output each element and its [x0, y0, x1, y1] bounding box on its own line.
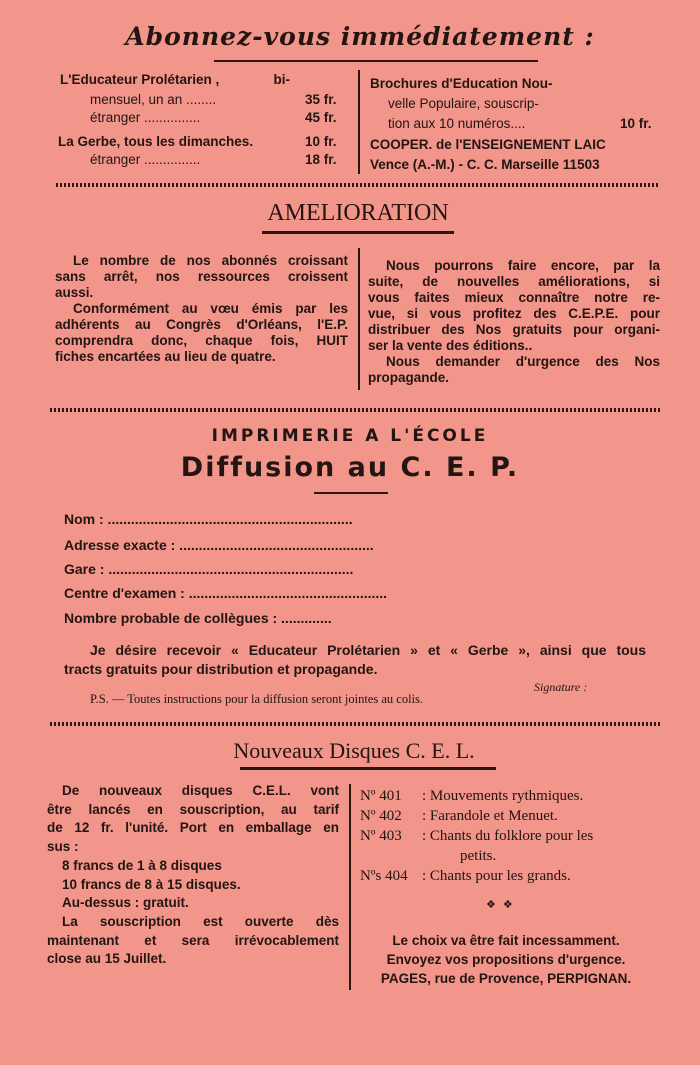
disques-heading: Nouveaux Disques C. E. L.: [233, 738, 475, 763]
amelioration-column-divider: [358, 248, 360, 390]
amelioration-underline: [262, 231, 454, 234]
signature-label: Signature :: [534, 680, 588, 694]
field-nombre-collegues[interactable]: Nombre probable de collègues : .............: [64, 610, 332, 626]
subs-left-price-4: 10 fr.: [305, 134, 337, 149]
disques-left-text: De nouveaux disques C.E.L. vont être lancés en souscription, au tarif de 12 fr. l'unité. Port en emballage en sus : 8 francs de 1 à 8 disques 10 francs de 8 à 15 disques. Au-dessus : gratuit. La souscription est ouverte dès maintenant et sera irrévocablement close au 15 Juillet.: [47, 783, 339, 967]
subs-left-line-4: La Gerbe, tous les dimanches.: [58, 134, 254, 149]
ps-note: P.S. — Toutes instructions pour la diffusion seront jointes au colis.: [90, 692, 424, 706]
subs-left-price-3: 45 fr.: [305, 110, 337, 125]
amelioration-heading: AMELIORATION: [267, 200, 449, 226]
list-item: Nºs 404 : Chants pour les grands.: [360, 868, 571, 884]
subs-left-line-1b: bi-: [273, 72, 290, 87]
disques-right-text: Le choix va être fait incessamment. Envoyez vos propositions d'urgence. PAGES, rue de Provence, PERPIGNAN.: [380, 933, 632, 986]
disques-column-divider: [349, 784, 351, 990]
subs-right-price-3: 10 fr.: [620, 116, 652, 131]
title-underline: [214, 60, 538, 62]
subs-left-price-5: 18 fr.: [305, 152, 337, 167]
list-item: Nº 401 : Mouvements rythmiques.: [360, 788, 584, 804]
subs-right-line-3: tion aux 10 numéros....: [388, 116, 526, 131]
diffusion-heading: Diffusion au C. E. P.: [180, 452, 520, 483]
amelioration-right-text: Nous pourrons faire encore, par la suite, de nouvelles améliorations, si vous faites mieux connaître notre re- vue, si vous profitez des C.E.P.E. pour distribuer des Nos gratuits pour organi- ser la vente des éditions.. Nous demander d'urgence des Nos propagande.: [368, 258, 660, 385]
field-adresse[interactable]: Adresse exacte : ..................................................: [64, 537, 374, 553]
subs-left-price-2: 35 fr.: [305, 92, 337, 107]
divider-1: [56, 183, 660, 187]
field-gare[interactable]: Gare : ...............................................................: [64, 561, 354, 577]
subs-left-line-3: étranger ...............: [90, 110, 201, 125]
top-column-divider: [358, 70, 360, 174]
subs-left-line-5: étranger ...............: [90, 152, 201, 167]
subs-right-line-2: velle Populaire, souscrip-: [388, 96, 539, 111]
list-item: petits.: [460, 848, 497, 864]
subs-right-line-4: COOPER. de l'ENSEIGNEMENT LAIC: [370, 137, 606, 152]
subs-right-line-1: Brochures d'Education Nou-: [370, 76, 553, 91]
disques-underline: [240, 767, 496, 770]
subs-left-line-2: mensuel, un an ........: [90, 92, 217, 107]
subs-left-line-1a: L'Educateur Prolétarien ,: [60, 72, 220, 87]
subs-right-line-5: Vence (A.-M.) - C. C. Marseille 11503: [370, 157, 600, 172]
ornament-icon: ❖ ❖: [486, 899, 515, 911]
field-centre-examen[interactable]: Centre d'examen : ...................................................: [64, 585, 388, 601]
imprimerie-heading: IMPRIMERIE A L'ÉCOLE: [211, 426, 489, 446]
list-item: Nº 402 : Farandole et Menuet.: [360, 808, 558, 824]
subs-left-line-1: [60, 72, 290, 87]
page-title: Abonnez-vous immédiatement :: [125, 22, 595, 51]
divider-2: [50, 408, 660, 412]
field-nom[interactable]: Nom : ...............................................................: [64, 511, 353, 527]
amelioration-left-text: Le nombre de nos abonnés croissant sans arrêt, nos ressources croissent aussi. Conformément au vœu émis par les adhérents au Congrès d'Orléans, l'E.P. comprendra donc, chaque fois, HUIT fiches encartées au lieu de quatre.: [55, 253, 348, 364]
list-item: Nº 403 : Chants du folklore pour les: [360, 828, 594, 844]
divider-3: [50, 722, 660, 726]
disques-list: [360, 786, 593, 886]
diffusion-underline: [314, 492, 388, 494]
request-text: Je désire recevoir « Educateur Prolétarien » et « Gerbe », ainsi que tous tracts gratuits pour distribution et propagande.: [64, 642, 646, 677]
